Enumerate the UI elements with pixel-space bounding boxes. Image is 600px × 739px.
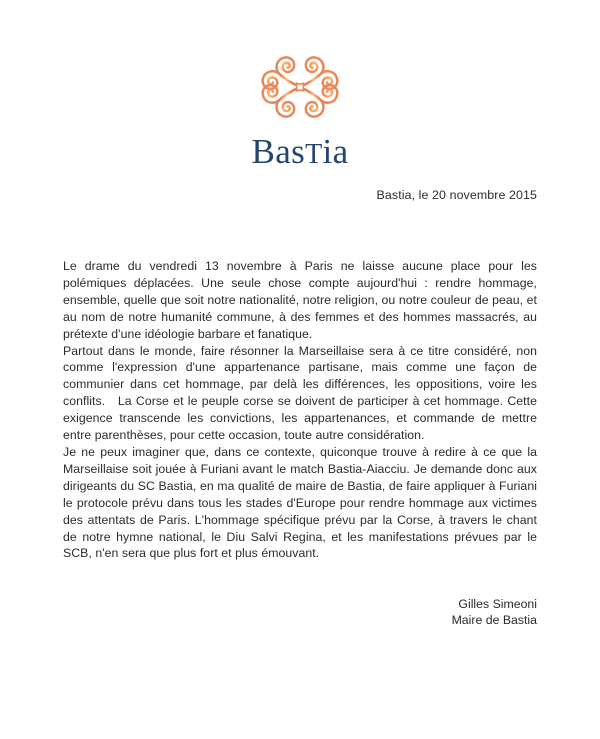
letterhead [0,44,600,169]
letter-body [63,258,541,562]
signature-block [452,596,537,629]
bastia-wordmark [0,134,600,169]
dateline: Bastia, le 20 novembre 2015 [376,188,537,202]
wordmark-smallcap-t: T [305,139,323,170]
body-paragraph-2: Partout dans le monde, faire résonner la Marseillaise sera à ce titre considéré, non comme l'expression d'une appartenance partisane, mais comme une façon de communier dans cet hommage, par delà les différences, les oppositions, voire les conflits. La Corse et le peuple corse se doivent de participer à cet hommage. Cette exigence transcende les convictions, les appartenances, et commande de mettre entre parenthèses, pour cette occasion, toute autre considération. [63,343,541,443]
body-paragraph-1: Le drame du vendredi 13 novembre à Paris ne laisse aucune place pour les polémiques déplacées. Une seule chose compte aujourd'hui : rendre hommage, ensemble, quelle que soit notre nationalité, notre religion, ou notre couleur de peau, et au nom de notre humanité commune, à des femmes et des hommes massacrés, au prétexte d'une idéologie barbare et fanatique. [63,259,541,341]
wordmark-tail: ia [322,132,349,171]
bastia-spiral-emblem-icon [254,44,346,130]
body-paragraph-3: Je ne peux imaginer que, dans ce contexte, quiconque trouve à redire à ce que la Marseillaise soit jouée à Furiani avant le match Bastia-Aiacciu. Je demande donc aux dirigeants du SC Bastia, en ma qualité de maire de Bastia, de faire appliquer à Furiani le protocole prévu dans tous les stades d'Europe pour rendre hommage aux victimes des attentats de Paris. L'hommage spécifique prévu par la Corse, à travers le chant de notre hymne national, le Diu Salvi Regina, et les manifestations prévues par le SCB, n'en sera que plus fort et plus émouvant. [63,444,541,561]
signatory-title: Maire de Bastia [451,613,537,628]
wordmark-lead: Bas [251,132,306,171]
signatory-name: Gilles Simeoni [458,597,537,611]
